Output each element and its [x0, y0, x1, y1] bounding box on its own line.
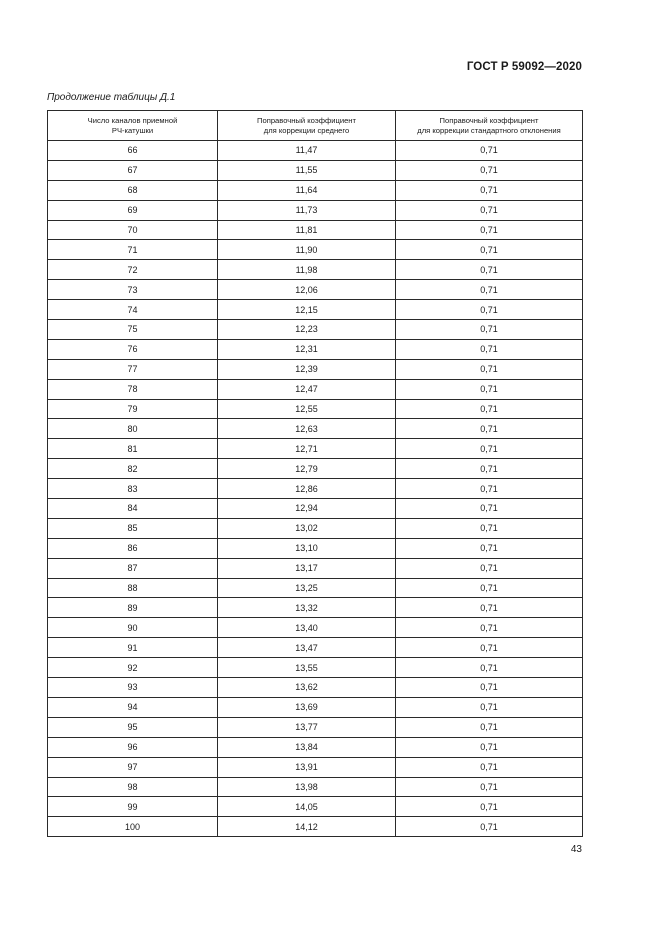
cell-std-correction: 0,71: [396, 817, 583, 837]
header-text: Поправочный коэффициент: [439, 115, 539, 125]
cell-channels: 99: [48, 797, 218, 817]
cell-mean-correction: 13,98: [218, 777, 396, 797]
cell-std-correction: 0,71: [396, 379, 583, 399]
cell-std-correction: 0,71: [396, 419, 583, 439]
table-row: [48, 320, 583, 340]
cell-channels: 94: [48, 697, 218, 717]
header-text: для коррекции стандартного отклонения: [417, 125, 561, 135]
cell-std-correction: 0,71: [396, 339, 583, 359]
table-row: [48, 697, 583, 717]
cell-channels: 73: [48, 280, 218, 300]
cell-std-correction: 0,71: [396, 240, 583, 260]
cell-mean-correction: 11,81: [218, 220, 396, 240]
table-row: [48, 618, 583, 638]
cell-mean-correction: 11,98: [218, 260, 396, 280]
table-row: [48, 518, 583, 538]
header-text: для коррекции среднего: [263, 125, 350, 135]
table-row: [48, 359, 583, 379]
table-header: [48, 111, 583, 141]
table-row: [48, 160, 583, 180]
cell-std-correction: 0,71: [396, 737, 583, 757]
cell-std-correction: 0,71: [396, 558, 583, 578]
cell-std-correction: 0,71: [396, 439, 583, 459]
cell-mean-correction: 12,31: [218, 339, 396, 359]
cell-channels: 72: [48, 260, 218, 280]
table-row: [48, 379, 583, 399]
table-row: [48, 717, 583, 737]
cell-mean-correction: 12,23: [218, 320, 396, 340]
cell-mean-correction: 14,05: [218, 797, 396, 817]
cell-mean-correction: 13,25: [218, 578, 396, 598]
cell-std-correction: 0,71: [396, 538, 583, 558]
cell-channels: 96: [48, 737, 218, 757]
cell-channels: 82: [48, 459, 218, 479]
cell-channels: 83: [48, 479, 218, 499]
cell-channels: 98: [48, 777, 218, 797]
table-row: [48, 141, 583, 161]
cell-std-correction: 0,71: [396, 220, 583, 240]
cell-std-correction: 0,71: [396, 518, 583, 538]
table-row: [48, 757, 583, 777]
cell-mean-correction: 13,17: [218, 558, 396, 578]
table-row: [48, 638, 583, 658]
cell-mean-correction: 13,91: [218, 757, 396, 777]
cell-mean-correction: 12,86: [218, 479, 396, 499]
table-row: [48, 598, 583, 618]
table-row: [48, 499, 583, 519]
cell-channels: 78: [48, 379, 218, 399]
cell-std-correction: 0,71: [396, 499, 583, 519]
cell-channels: 88: [48, 578, 218, 598]
cell-channels: 87: [48, 558, 218, 578]
cell-mean-correction: 12,39: [218, 359, 396, 379]
header-row: [48, 111, 583, 141]
cell-std-correction: 0,71: [396, 320, 583, 340]
table-row: [48, 260, 583, 280]
cell-channels: 77: [48, 359, 218, 379]
cell-std-correction: 0,71: [396, 280, 583, 300]
cell-mean-correction: 13,47: [218, 638, 396, 658]
table-row: [48, 459, 583, 479]
cell-channels: 86: [48, 538, 218, 558]
document-code: ГОСТ Р 59092—2020: [466, 61, 582, 73]
cell-mean-correction: 12,94: [218, 499, 396, 519]
cell-mean-correction: 12,47: [218, 379, 396, 399]
cell-mean-correction: 13,62: [218, 678, 396, 698]
cell-mean-correction: 12,79: [218, 459, 396, 479]
cell-std-correction: 0,71: [396, 459, 583, 479]
cell-mean-correction: 12,06: [218, 280, 396, 300]
table-row: [48, 419, 583, 439]
cell-std-correction: 0,71: [396, 160, 583, 180]
table-row: [48, 817, 583, 837]
cell-std-correction: 0,71: [396, 697, 583, 717]
table-row: [48, 300, 583, 320]
cell-std-correction: 0,71: [396, 300, 583, 320]
cell-std-correction: 0,71: [396, 777, 583, 797]
cell-mean-correction: 13,77: [218, 717, 396, 737]
table-row: [48, 797, 583, 817]
cell-mean-correction: 13,02: [218, 518, 396, 538]
cell-mean-correction: 13,32: [218, 598, 396, 618]
table-row: [48, 558, 583, 578]
table-row: [48, 339, 583, 359]
cell-std-correction: 0,71: [396, 717, 583, 737]
cell-std-correction: 0,71: [396, 598, 583, 618]
cell-mean-correction: 13,84: [218, 737, 396, 757]
cell-channels: 100: [48, 817, 218, 837]
table-row: [48, 678, 583, 698]
table-row: [48, 538, 583, 558]
cell-mean-correction: 12,55: [218, 399, 396, 419]
cell-channels: 89: [48, 598, 218, 618]
table-caption: Продолжение таблицы Д.1: [47, 92, 176, 103]
column-header-mean-correction: [218, 111, 396, 141]
cell-std-correction: 0,71: [396, 638, 583, 658]
cell-channels: 95: [48, 717, 218, 737]
cell-std-correction: 0,71: [396, 479, 583, 499]
cell-channels: 69: [48, 200, 218, 220]
table-row: [48, 200, 583, 220]
cell-channels: 97: [48, 757, 218, 777]
table-row: [48, 180, 583, 200]
cell-std-correction: 0,71: [396, 399, 583, 419]
cell-mean-correction: 11,90: [218, 240, 396, 260]
header-text: Поправочный коэффициент: [257, 115, 356, 125]
cell-mean-correction: 13,10: [218, 538, 396, 558]
cell-channels: 93: [48, 678, 218, 698]
cell-std-correction: 0,71: [396, 180, 583, 200]
table-row: [48, 777, 583, 797]
cell-mean-correction: 12,63: [218, 419, 396, 439]
header-text: Число каналов приемной: [87, 115, 178, 125]
table-row: [48, 240, 583, 260]
table-row: [48, 280, 583, 300]
cell-channels: 81: [48, 439, 218, 459]
cell-channels: 92: [48, 658, 218, 678]
table-row: [48, 220, 583, 240]
cell-channels: 75: [48, 320, 218, 340]
cell-channels: 67: [48, 160, 218, 180]
table-row: [48, 658, 583, 678]
cell-std-correction: 0,71: [396, 200, 583, 220]
cell-mean-correction: 11,47: [218, 141, 396, 161]
cell-std-correction: 0,71: [396, 618, 583, 638]
cell-channels: 66: [48, 141, 218, 161]
cell-channels: 90: [48, 618, 218, 638]
cell-channels: 84: [48, 499, 218, 519]
page-number: 43: [570, 844, 582, 855]
cell-channels: 91: [48, 638, 218, 658]
cell-std-correction: 0,71: [396, 658, 583, 678]
cell-channels: 79: [48, 399, 218, 419]
column-header-channels: [48, 111, 218, 141]
cell-mean-correction: 13,55: [218, 658, 396, 678]
cell-std-correction: 0,71: [396, 678, 583, 698]
cell-mean-correction: 12,71: [218, 439, 396, 459]
correction-table: [47, 110, 583, 837]
cell-channels: 80: [48, 419, 218, 439]
table-row: [48, 578, 583, 598]
column-header-std-correction: [396, 111, 583, 141]
cell-channels: 76: [48, 339, 218, 359]
cell-mean-correction: 13,69: [218, 697, 396, 717]
cell-std-correction: 0,71: [396, 260, 583, 280]
cell-mean-correction: 14,12: [218, 817, 396, 837]
cell-mean-correction: 13,40: [218, 618, 396, 638]
cell-mean-correction: 11,64: [218, 180, 396, 200]
cell-channels: 68: [48, 180, 218, 200]
cell-std-correction: 0,71: [396, 578, 583, 598]
cell-channels: 74: [48, 300, 218, 320]
table-row: [48, 439, 583, 459]
cell-mean-correction: 12,15: [218, 300, 396, 320]
cell-std-correction: 0,71: [396, 359, 583, 379]
table-row: [48, 479, 583, 499]
cell-std-correction: 0,71: [396, 757, 583, 777]
table-body: [48, 141, 583, 837]
cell-channels: 71: [48, 240, 218, 260]
cell-mean-correction: 11,73: [218, 200, 396, 220]
table-row: [48, 737, 583, 757]
cell-std-correction: 0,71: [396, 797, 583, 817]
table-row: [48, 399, 583, 419]
cell-std-correction: 0,71: [396, 141, 583, 161]
cell-channels: 70: [48, 220, 218, 240]
header-text: РЧ-катушки: [111, 125, 154, 135]
cell-mean-correction: 11,55: [218, 160, 396, 180]
cell-channels: 85: [48, 518, 218, 538]
